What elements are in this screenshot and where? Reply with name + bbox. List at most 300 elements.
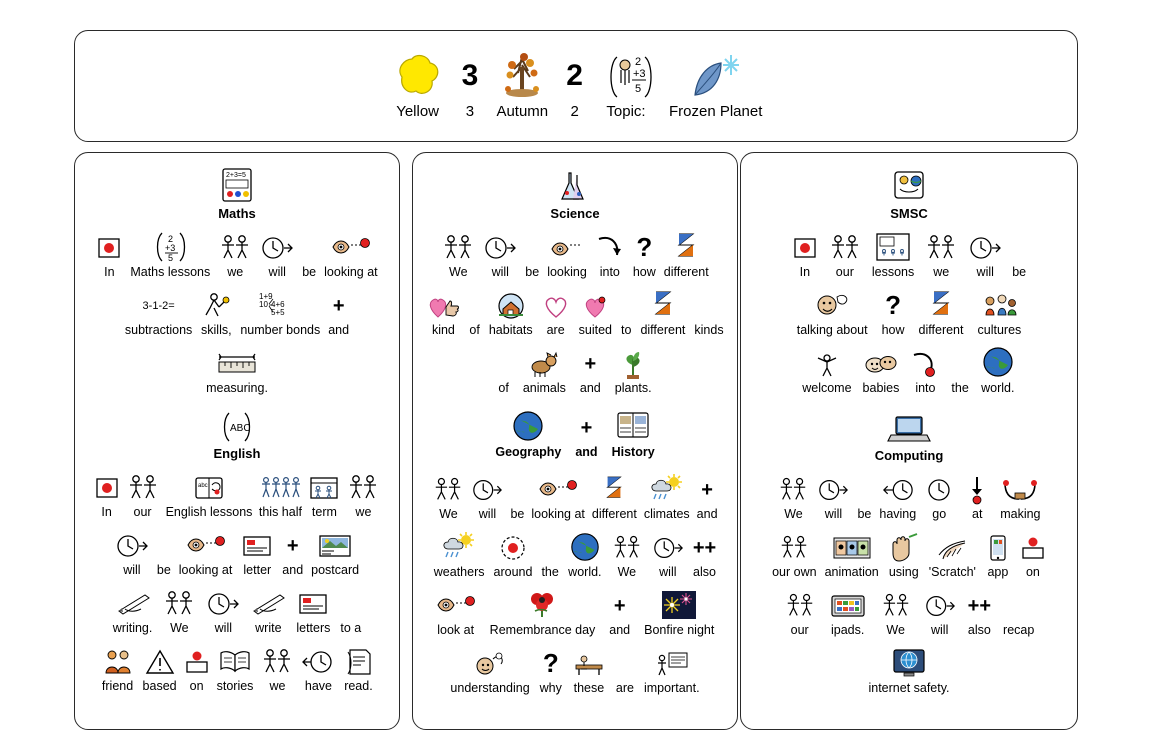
symbol-cell (857, 505, 871, 521)
symbol-cell (621, 321, 631, 337)
section-label: English (213, 446, 261, 461)
sentence-row (83, 585, 391, 635)
symbol-label: We (170, 621, 189, 635)
symbol-label: term (311, 505, 337, 519)
symbol-label: will (478, 507, 497, 521)
symbol-label: different (640, 323, 686, 337)
sentence-row (421, 587, 729, 637)
symbol-cell (644, 645, 700, 695)
symbol-label: be (156, 563, 171, 577)
header-label: Topic: (606, 103, 646, 120)
symbol-label: and (575, 445, 598, 459)
people-icon (432, 471, 464, 505)
svg-text:2+3=5: 2+3=5 (226, 172, 246, 179)
symbol-cell (882, 287, 905, 337)
into-arrow-icon (910, 345, 940, 379)
symbol-label: Geography (495, 445, 562, 459)
symbol-cell (495, 409, 561, 459)
autumn-tree-icon (494, 45, 550, 103)
number-bonds-icon (257, 287, 303, 321)
into-arrow-icon (595, 229, 625, 263)
header-row (75, 45, 1077, 119)
symbol-label: will (268, 265, 286, 279)
symbol-cell (218, 229, 252, 279)
number-icon: 2 (566, 59, 583, 92)
looking-at-icon (186, 527, 226, 561)
symbol-label: world. (568, 565, 602, 579)
clock-arrow-icon (968, 229, 1002, 263)
symbol-cell (579, 287, 612, 337)
symbol-cell (434, 529, 485, 579)
symbol-label: on (1025, 565, 1040, 579)
different-icon (603, 471, 625, 505)
symbol-cell (924, 587, 956, 637)
symbol-cell (595, 229, 625, 279)
symbol-label: we (355, 505, 372, 519)
plus-icon: + (580, 417, 593, 439)
symbol-label: ipads. (830, 623, 865, 637)
symbol-label: We (439, 507, 458, 521)
symbol-cell (450, 645, 529, 695)
header-label: Yellow (396, 103, 440, 120)
section-label: SMSC (890, 206, 928, 221)
sentence-row (83, 287, 391, 337)
symbol-label: be (525, 265, 540, 279)
looking-at-icon (436, 587, 476, 621)
maths-section (75, 153, 399, 693)
symbol-label: habitats (488, 323, 533, 337)
symbol-cell (113, 585, 153, 635)
writing-hand-icon (250, 585, 286, 619)
symbol-cell (340, 619, 361, 635)
animation-icon (832, 529, 872, 563)
symbol-cell (328, 287, 349, 337)
sentence-row (749, 287, 1069, 337)
symbol-label: In (799, 265, 811, 279)
symbol-label: In (101, 505, 112, 519)
symbol-cell (825, 529, 879, 579)
symbol-cell (143, 643, 177, 693)
habitat-house-icon (495, 287, 527, 321)
symbol-cell (206, 345, 268, 395)
column-two-panel (412, 152, 738, 730)
symbol-label: our (835, 265, 854, 279)
symbol-cell (301, 643, 335, 693)
looking-at-icon (331, 229, 371, 263)
people-icon (218, 229, 252, 263)
symbol-cell (772, 529, 816, 579)
symbol-cell (510, 505, 524, 521)
symbol-label: We (617, 565, 637, 579)
symbol-label: into (915, 381, 936, 395)
symbol-label: English lessons (165, 505, 253, 519)
people-icon (880, 587, 912, 621)
people-icon (611, 529, 643, 563)
symbol-label: looking at (531, 507, 585, 521)
symbol-label: have (304, 679, 332, 693)
symbol-cell (258, 469, 302, 519)
symbol-cell (125, 287, 192, 337)
having-icon (882, 471, 914, 505)
section-heading-computing (749, 411, 1069, 463)
symbol-label: We (886, 623, 905, 637)
on-dot-icon (1020, 529, 1046, 563)
symbol-cell (879, 471, 916, 521)
looking-hand-icon (550, 229, 584, 263)
suited-icon (580, 287, 610, 321)
clock-arrow-icon (483, 229, 517, 263)
letter-icon (296, 585, 330, 619)
symbol-cell (568, 529, 602, 579)
number-icon: 3 (461, 59, 479, 92)
people-icon (162, 585, 196, 619)
symbol-label: friend (101, 679, 134, 693)
symbol-cell (130, 229, 210, 279)
plus-icon: + (701, 479, 713, 501)
symbol-label: will (824, 507, 843, 521)
symbol-label: will (930, 623, 949, 637)
header-item-number-3 (462, 45, 479, 119)
clock-icon (924, 471, 954, 505)
symbol-label: we (227, 265, 244, 279)
different-icon (929, 287, 953, 321)
people-icon (260, 643, 294, 677)
symbol-label: climates (643, 507, 690, 521)
symbol-cell (968, 229, 1002, 279)
symbol-label: app (987, 565, 1009, 579)
symbol-cell (592, 471, 637, 521)
svg-text:abc: abc (197, 483, 208, 489)
symbol-label: are (615, 681, 634, 695)
symbol-cell (868, 645, 949, 695)
header-label: Frozen Planet (668, 103, 763, 120)
svg-text:5: 5 (168, 253, 174, 263)
symbol-cell (179, 527, 233, 577)
symbol-cell (580, 345, 601, 395)
symbol-cell (652, 529, 684, 579)
different-icon (651, 287, 675, 321)
sentence-row (421, 229, 729, 279)
sentence-row (421, 287, 729, 337)
header-item-topic (599, 45, 653, 119)
clock-arrow-icon (471, 471, 503, 505)
science-flask-icon (555, 169, 595, 205)
people-icon (346, 469, 380, 503)
clock-arrow-icon (115, 527, 149, 561)
symbol-cell (94, 469, 120, 519)
using-hand-icon (887, 529, 921, 563)
people-icon (126, 469, 160, 503)
symbol-cell (525, 263, 539, 279)
skills-icon (200, 287, 232, 321)
symbol-label: our (133, 505, 152, 519)
symbol-cell (200, 287, 232, 337)
symbol-label: be (302, 265, 317, 279)
symbol-label: letter (243, 563, 272, 577)
symbol-cell (575, 409, 597, 459)
heart-icon (542, 287, 570, 321)
question-icon: ? (636, 232, 653, 262)
symbol-label: cultures (977, 323, 1022, 337)
sentence-row (83, 527, 391, 577)
symbol-cell (469, 321, 479, 337)
svg-text:5+5: 5+5 (271, 308, 285, 317)
symbol-cell (547, 229, 587, 279)
symbol-label: talking about (796, 323, 868, 337)
symbol-cell (494, 529, 533, 579)
friends-icon (100, 643, 136, 677)
symbol-cell (206, 585, 240, 635)
symbol-cell (311, 527, 359, 577)
sentence-row (83, 469, 391, 519)
symbol-label: will (976, 265, 994, 279)
symbol-label: look at (437, 623, 475, 637)
symbol-cell (828, 587, 868, 637)
symbol-cell (523, 345, 566, 395)
question-icon: ? (885, 290, 902, 320)
symbol-label: looking at (324, 265, 378, 279)
symbol-label: why (539, 681, 562, 695)
symbol-cell (644, 471, 690, 521)
symbol-label: Maths lessons (130, 265, 211, 279)
symbol-label: weathers (433, 565, 485, 579)
plus-icon: + (286, 535, 299, 557)
symbol-label: how (632, 265, 656, 279)
symbol-label: plants. (614, 381, 652, 395)
symbol-label: internet safety. (868, 681, 950, 695)
symbol-label: this half (258, 505, 302, 519)
symbol-cell (694, 321, 723, 337)
symbol-label: We (784, 507, 803, 521)
symbol-label: understanding (450, 681, 530, 695)
svg-text:2: 2 (634, 56, 642, 68)
clock-arrow-icon (206, 585, 240, 619)
symbol-cell (817, 471, 849, 521)
symbol-label: using (888, 565, 919, 579)
symbol-cell (797, 287, 868, 337)
subtraction-text-icon: 3-1-2= (142, 300, 175, 312)
symbol-label: animals (522, 381, 566, 395)
symbol-label: suited (578, 323, 612, 337)
symbol-label: letters (296, 621, 331, 635)
symbol-cell (162, 585, 196, 635)
symbol-label: History (611, 445, 655, 459)
symbol-label: kind (431, 323, 455, 337)
open-book-icon (218, 643, 252, 677)
symbol-label: having (879, 507, 917, 521)
symbol-cell (240, 287, 320, 337)
section-label: Computing (874, 448, 944, 463)
warning-triangle-icon (144, 643, 176, 677)
symbol-cell (880, 587, 912, 637)
symbol-label: to a (340, 621, 362, 635)
header-item-autumn (494, 45, 550, 119)
symbol-cell (346, 469, 380, 519)
symbol-cell (441, 229, 475, 279)
weather-icon (440, 529, 478, 563)
sentence-row (421, 345, 729, 395)
symbol-label: Remembrance day (489, 623, 596, 637)
at-arrow-icon (962, 471, 992, 505)
symbol-cell (166, 469, 253, 519)
symbol-label: also (967, 623, 991, 637)
symbol-cell (260, 643, 294, 693)
symbol-cell (664, 229, 709, 279)
symbol-cell (924, 229, 958, 279)
symbol-cell (924, 471, 954, 521)
symbol-cell (978, 287, 1022, 337)
symbol-cell (919, 287, 964, 337)
symbol-label: and (609, 623, 631, 637)
header-item-frozen-planet (669, 45, 762, 119)
symbol-label: go (932, 507, 947, 521)
symbol-cell (240, 527, 274, 577)
symbol-cell (426, 287, 460, 337)
symbol-cell (250, 585, 286, 635)
section-heading-science (421, 169, 729, 221)
symbol-label: and (328, 323, 350, 337)
symbol-label: making (1000, 507, 1041, 521)
symbol-label: our (790, 623, 809, 637)
symbol-label: Bonfire night (644, 623, 715, 637)
symbol-label: welcome (802, 381, 852, 395)
sentence-row (749, 587, 1069, 637)
symbol-cell (984, 529, 1012, 579)
symbol-cell (784, 587, 816, 637)
symbol-cell (531, 471, 585, 521)
symbol-label: on (189, 679, 204, 693)
read-page-icon (342, 643, 374, 677)
classroom-icon (874, 229, 912, 263)
symbol-label: write (255, 621, 282, 635)
symbol-label: recap (1003, 623, 1035, 637)
app-icon (984, 529, 1012, 563)
symbol-cell (968, 587, 991, 637)
symbol-cell (615, 345, 652, 395)
symbol-label: important. (643, 681, 700, 695)
sentence-row (421, 471, 729, 521)
symbol-label: are (546, 323, 565, 337)
symbol-cell (697, 471, 718, 521)
symbol-cell (640, 287, 685, 337)
postcard-icon (317, 527, 353, 561)
symbol-cell (863, 345, 900, 395)
history-book-icon (615, 409, 651, 443)
symbol-label: stories (216, 679, 254, 693)
symbol-label: looking at (178, 563, 233, 577)
symbol-label: to (621, 323, 632, 337)
these-bench-icon (572, 645, 606, 679)
symbol-cell (100, 643, 136, 693)
symbol-label: writing. (112, 621, 153, 635)
symbol-cell (1003, 621, 1034, 637)
symbol-label: will (214, 621, 233, 635)
symbol-label: 'Scratch' (928, 565, 976, 579)
symbol-cell (792, 229, 818, 279)
symbol-cell (541, 563, 558, 579)
symbol-cell (282, 527, 303, 577)
symbol-cell (612, 409, 655, 459)
section-heading-smsc (749, 169, 1069, 221)
sentence-row (749, 345, 1069, 395)
symbol-cell (962, 471, 992, 521)
symbol-cell (1020, 529, 1046, 579)
symbol-label: these (573, 681, 605, 695)
understanding-icon (473, 645, 507, 679)
symbol-cell (1012, 263, 1026, 279)
sentence-row (749, 529, 1069, 579)
symbol-cell (471, 471, 503, 521)
babies-icon (863, 345, 899, 379)
symbol-label: In (104, 265, 115, 279)
symbol-cell (540, 645, 562, 695)
plus-icon: + (332, 295, 345, 317)
term-icon (308, 469, 340, 503)
column-one-panel (74, 152, 400, 730)
sentence-row (749, 229, 1069, 279)
plusplus-icon: ++ (692, 537, 717, 559)
symbol-label: kinds (694, 323, 724, 337)
column-three-panel (740, 152, 1078, 730)
important-icon (655, 645, 689, 679)
symbol-cell (828, 229, 862, 279)
symbol-label: looking (547, 265, 587, 279)
svg-text:+3: +3 (632, 68, 646, 80)
sentence-row (83, 643, 391, 693)
people-icon (924, 229, 958, 263)
symbol-label: at (972, 507, 983, 521)
yellow-blob-icon (390, 45, 446, 103)
poppy-icon (525, 587, 559, 621)
symbol-label: how (881, 323, 905, 337)
symbol-cell (951, 379, 968, 395)
symbol-cell (929, 529, 976, 579)
symbol-cell (609, 587, 630, 637)
section-label: Science (550, 206, 600, 221)
svg-text:+3: +3 (165, 243, 176, 253)
ruler-icon (215, 345, 259, 379)
internet-safety-icon (890, 645, 928, 679)
maths-sum-icon (217, 169, 257, 205)
around-dot-icon (497, 529, 529, 563)
symbol-label: subtractions (124, 323, 193, 337)
symbol-label: be (510, 507, 525, 521)
symbol-cell (498, 379, 508, 395)
clock-arrow-icon (817, 471, 849, 505)
symbol-label: measuring. (206, 381, 268, 395)
symbol-label: around (493, 565, 533, 579)
symbol-cell (157, 561, 171, 577)
svg-text:4+6: 4+6 (271, 300, 285, 309)
symbol-cell (633, 229, 656, 279)
symbol-label: and (696, 507, 718, 521)
symbol-label: We (449, 265, 468, 279)
symbol-cell (96, 229, 122, 279)
symbol-cell (910, 345, 940, 395)
symbol-cell (490, 587, 596, 637)
symbol-cell (342, 643, 374, 693)
welcome-icon (810, 345, 844, 379)
plants-icon (616, 345, 650, 379)
symbol-label: will (123, 563, 141, 577)
cultures-icon (980, 287, 1018, 321)
smsc-icon (889, 169, 929, 205)
symbol-label: different (663, 265, 709, 279)
symbol-cell (802, 345, 851, 395)
symbol-label: based (142, 679, 177, 693)
writing-hand-icon (115, 585, 151, 619)
symbol-cell (572, 645, 606, 695)
